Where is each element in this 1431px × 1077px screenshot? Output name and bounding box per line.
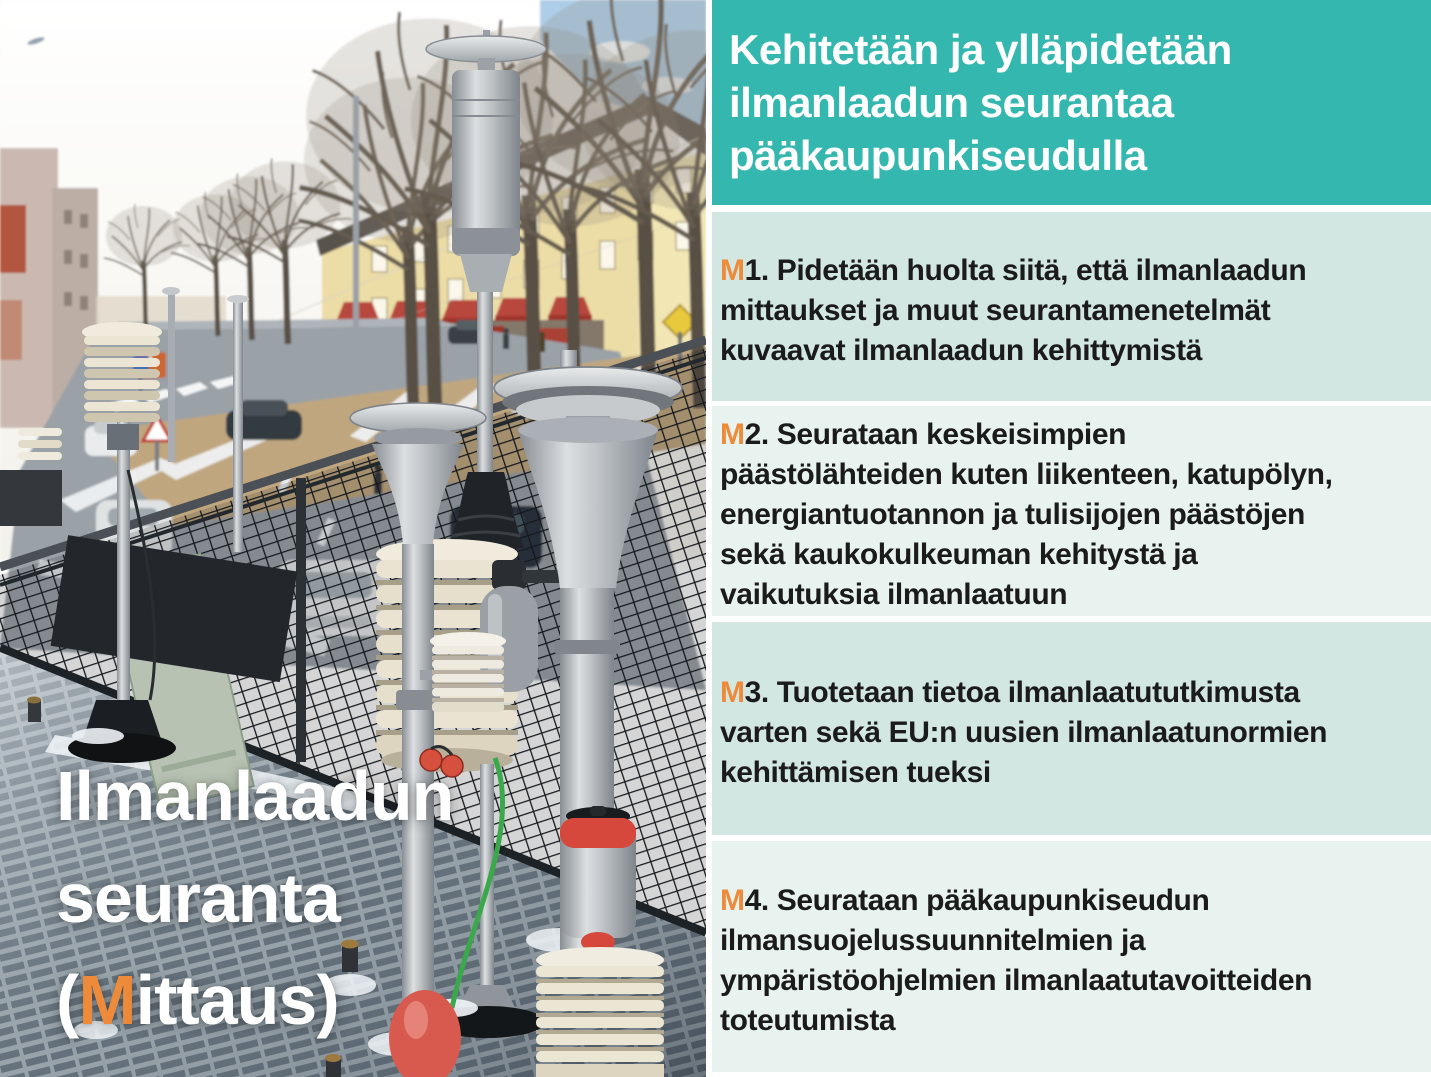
caption-line-2: seuranta <box>56 859 340 937</box>
fence-post-2 <box>296 478 306 762</box>
m1-highlight: M <box>720 253 745 287</box>
m4-highlight: M <box>720 883 745 917</box>
red-band-canister <box>560 806 636 952</box>
photo-caption <box>56 745 453 1051</box>
louver-shield <box>82 322 162 422</box>
header-line-3: pääkaupunkiseudulla <box>729 132 1147 179</box>
caption-highlight-m: M <box>78 961 136 1039</box>
pole <box>117 420 130 720</box>
objective-item-m3: M3. Tuotetaan tietoa ilmanlaatututkimusta varten sekä EU:n uusien ilmanlaatunormien kehittämisen tueksi <box>712 622 1431 835</box>
air-quality-station-photo <box>0 0 706 1077</box>
header-line-2: ilmanlaadun seurantaa <box>729 79 1174 126</box>
mast <box>168 292 175 462</box>
objective-item-m1: M1. Pidetään huolta siitä, että ilmanlaadun mittaukset ja muut seurantamenetelmät kuvaavat ilmanlaadun kehittymistä <box>712 212 1431 401</box>
m2-highlight: M <box>720 418 745 451</box>
light-pole <box>353 96 359 330</box>
header-line-1: Kehitetään ja ylläpidetään <box>729 26 1232 73</box>
m3-highlight: M <box>720 675 745 709</box>
small-louver-shield <box>420 632 506 712</box>
objective-item-m2: M2. Seurataan keskeisimpien päästölähteiden kuten liikenteen, katupölyn, energiantuotannon ja tulisijojen päästöjen sekä kaukokulkeuman kehitystä ja vaikutuksia ilmanlaatuun <box>712 406 1431 616</box>
objective-item-m4: M4. Seurataan pääkaupunkiseudun ilmansuojelussuunnitelmien ja ympäristöohjelmien ilmanlaatutavoitteiden toteutumista <box>712 841 1431 1072</box>
panel-header <box>712 0 1431 205</box>
caption-line-1: Ilmanlaadun <box>56 757 454 835</box>
caption-line-3: (Mittaus) <box>56 961 339 1039</box>
objectives-panel <box>712 0 1431 1077</box>
